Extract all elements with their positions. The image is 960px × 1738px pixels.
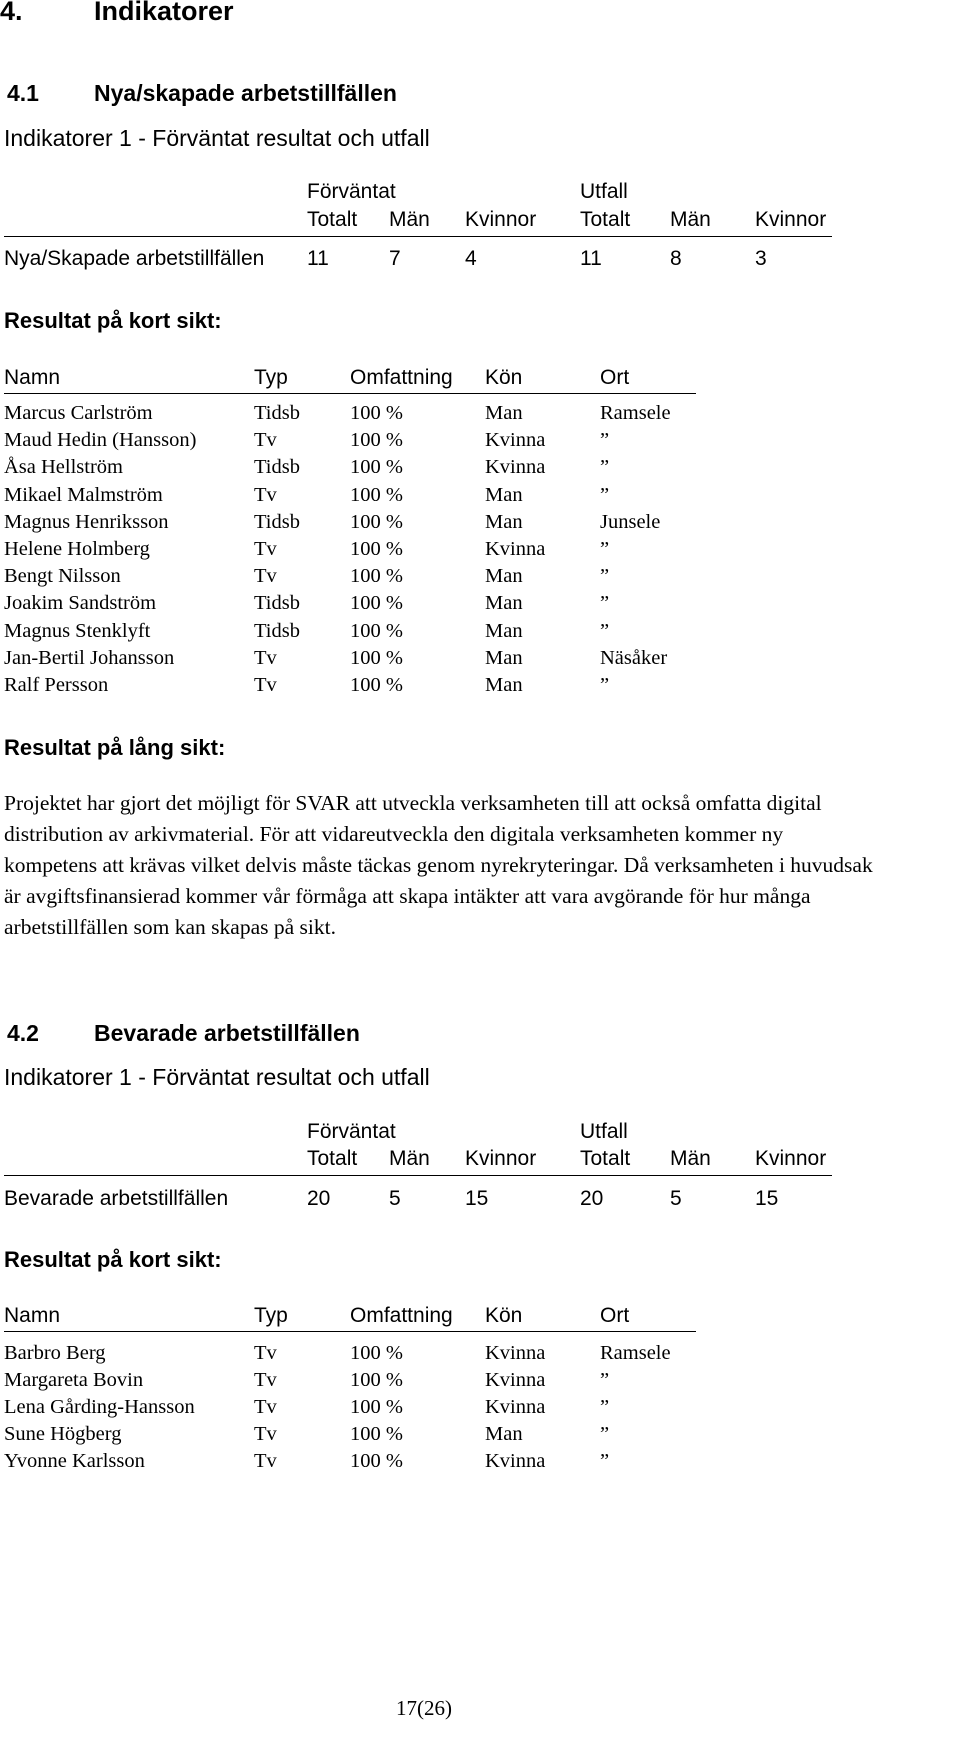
person-location: ” — [600, 456, 610, 479]
table-row — [0, 456, 960, 484]
long-term-heading: Resultat på lång sikt: — [4, 735, 226, 760]
table-row — [0, 674, 960, 702]
person-location: ” — [600, 592, 610, 615]
person-scope: 100 % — [350, 483, 403, 506]
person-location: ” — [600, 1396, 610, 1418]
person-scope: 100 % — [350, 565, 403, 588]
table-row — [0, 511, 960, 539]
person-gender: Man — [485, 483, 523, 506]
person-type: Tv — [254, 565, 277, 588]
header-outcome: Utfall — [580, 1120, 628, 1143]
person-name: Helene Holmberg — [4, 538, 150, 560]
person-scope: 100 % — [350, 619, 403, 642]
person-type: Tidsb — [254, 456, 300, 479]
person-gender: Kvinna — [485, 1450, 546, 1472]
person-location: ” — [600, 619, 610, 642]
person-location: ” — [600, 1423, 610, 1445]
person-gender: Man — [485, 510, 523, 533]
person-type: Tv — [254, 1396, 277, 1418]
person-name: Magnus Henriksson — [4, 510, 169, 533]
subsection-number: 4.1 — [7, 80, 39, 106]
person-gender: Man — [485, 592, 523, 615]
person-scope: 100 % — [350, 1450, 403, 1472]
person-gender: Kvinna — [485, 1396, 546, 1418]
person-scope: 100 % — [350, 1423, 403, 1445]
person-name: Yvonne Karlsson — [4, 1450, 145, 1472]
table-row — [0, 538, 960, 566]
person-type: Tidsb — [254, 510, 300, 533]
col-type: Typ — [254, 1304, 288, 1327]
person-name: Sune Högberg — [4, 1423, 122, 1445]
header-outcome: Utfall — [580, 180, 628, 203]
table-row — [0, 1369, 960, 1397]
person-scope: 100 % — [350, 1396, 403, 1418]
cell-value: 5 — [389, 1187, 401, 1210]
person-type: Tv — [254, 1369, 277, 1391]
person-type: Tv — [254, 674, 277, 696]
cell-value: 3 — [755, 247, 767, 270]
person-type: Tv — [254, 429, 277, 452]
person-type: Tv — [254, 646, 277, 669]
person-name: Bengt Nilsson — [4, 565, 121, 588]
person-scope: 100 % — [350, 592, 403, 615]
col-header: Män — [389, 1147, 430, 1170]
cell-value: 11 — [307, 247, 329, 270]
person-gender: Kvinna — [485, 1342, 546, 1364]
table-row — [0, 402, 960, 430]
long-term-paragraph: Projektet har gjort det möjligt för SVAR att utveckla verksamheten till att också omfatta digital distribution av arkivmaterial. För att vidareutveckla den digitala verksamheten kommer ny kompetens att krävas vilket delvis måste täckas genom nyrekryteringar. Då verksamheten i huvudsak är avgiftsfinansierad kommer vår förmåga att skapa intäkter att vara avgörande för hur många arbetstillfällen som kan skapas på sikt. — [4, 791, 873, 939]
person-gender: Man — [485, 1423, 523, 1445]
person-name: Marcus Carlström — [4, 402, 153, 424]
table-rule — [4, 1175, 832, 1176]
col-header: Totalt — [307, 1147, 358, 1170]
col-header: Män — [670, 1147, 711, 1170]
person-gender: Kvinna — [485, 1369, 546, 1391]
person-type: Tv — [254, 483, 277, 506]
person-type: Tv — [254, 1342, 277, 1364]
person-gender: Man — [485, 646, 523, 669]
col-header: Totalt — [580, 208, 631, 231]
col-header: Män — [389, 208, 430, 231]
person-scope: 100 % — [350, 1369, 403, 1391]
col-header: Totalt — [307, 208, 358, 231]
table-rule — [4, 236, 832, 237]
header-expected: Förväntat — [307, 1120, 396, 1143]
person-gender: Man — [485, 619, 523, 642]
col-header: Kvinnor — [755, 208, 827, 231]
person-name: Ralf Persson — [4, 674, 109, 696]
short-term-heading: Resultat på kort sikt: — [4, 308, 222, 333]
person-location: ” — [600, 1450, 610, 1472]
cell-value: 7 — [389, 247, 401, 270]
person-location: Ramsele — [600, 402, 671, 424]
col-gender: Kön — [485, 1304, 523, 1327]
row-label: Nya/Skapade arbetstillfällen — [4, 247, 265, 270]
col-gender: Kön — [485, 366, 523, 389]
table-rule — [4, 393, 696, 394]
person-location: ” — [600, 565, 610, 588]
col-header: Kvinnor — [755, 1147, 827, 1170]
person-name: Joakim Sandström — [4, 592, 157, 615]
person-location: Näsåker — [600, 646, 668, 669]
person-type: Tv — [254, 1423, 277, 1445]
col-header: Män — [670, 208, 711, 231]
person-scope: 100 % — [350, 429, 403, 452]
person-name: Magnus Stenklyft — [4, 619, 151, 642]
person-scope: 100 % — [350, 646, 403, 669]
table-row — [0, 592, 960, 620]
table-row — [0, 565, 960, 593]
col-location: Ort — [600, 366, 630, 389]
person-location: Ramsele — [600, 1342, 671, 1364]
person-location: ” — [600, 483, 610, 506]
cell-value: 15 — [755, 1187, 779, 1210]
col-scope: Omfattning — [350, 366, 453, 389]
person-type: Tv — [254, 1450, 277, 1472]
person-gender: Man — [485, 402, 523, 424]
cell-value: 20 — [580, 1187, 604, 1210]
col-header: Totalt — [580, 1147, 631, 1170]
person-scope: 100 % — [350, 674, 403, 696]
person-scope: 100 % — [350, 456, 403, 479]
subsection-title: Bevarade arbetstillfällen — [94, 1020, 360, 1046]
person-scope: 100 % — [350, 1342, 403, 1364]
col-header: Kvinnor — [465, 208, 537, 231]
person-scope: 100 % — [350, 538, 403, 560]
section-title: Indikatorer — [94, 0, 234, 26]
person-name: Maud Hedin (Hansson) — [4, 429, 197, 452]
person-name: Åsa Hellström — [4, 456, 123, 479]
person-type: Tidsb — [254, 402, 300, 424]
indicator-title: Indikatorer 1 - Förväntat resultat och utfall — [4, 1064, 430, 1090]
col-header: Kvinnor — [465, 1147, 537, 1170]
col-type: Typ — [254, 366, 288, 389]
table-row — [0, 1423, 960, 1451]
person-name: Mikael Malmström — [4, 483, 163, 506]
person-type: Tv — [254, 538, 277, 560]
person-name: Lena Gårding-Hansson — [4, 1396, 195, 1418]
table-row — [0, 1396, 960, 1424]
col-scope: Omfattning — [350, 1304, 453, 1327]
person-name: Margareta Bovin — [4, 1369, 144, 1391]
cell-value: 20 — [307, 1187, 331, 1210]
subsection-number: 4.2 — [7, 1020, 39, 1046]
person-name: Jan-Bertil Johansson — [4, 646, 175, 669]
person-gender: Kvinna — [485, 456, 546, 479]
table-rule — [4, 1331, 696, 1332]
table-row — [0, 429, 960, 457]
person-location: ” — [600, 674, 610, 696]
cell-value: 11 — [580, 247, 602, 270]
cell-value: 15 — [465, 1187, 489, 1210]
person-scope: 100 % — [350, 402, 403, 424]
page-number: 17(26) — [396, 1696, 452, 1720]
indicator-title: Indikatorer 1 - Förväntat resultat och utfall — [4, 125, 430, 151]
table-row — [0, 620, 960, 648]
person-gender: Kvinna — [485, 538, 546, 560]
table-row — [0, 1342, 960, 1370]
person-name: Barbro Berg — [4, 1342, 106, 1364]
person-location: ” — [600, 1369, 610, 1391]
col-location: Ort — [600, 1304, 630, 1327]
col-name: Namn — [4, 366, 61, 389]
person-location: ” — [600, 429, 610, 452]
person-gender: Man — [485, 565, 523, 588]
subsection-title: Nya/skapade arbetstillfällen — [94, 80, 397, 106]
short-term-heading: Resultat på kort sikt: — [4, 1247, 222, 1272]
person-type: Tidsb — [254, 592, 300, 615]
table-row — [0, 484, 960, 512]
person-location: ” — [600, 538, 610, 560]
cell-value: 4 — [465, 247, 477, 270]
person-location: Junsele — [600, 510, 661, 533]
header-expected: Förväntat — [307, 180, 396, 203]
col-name: Namn — [4, 1304, 61, 1327]
section-number: 4. — [0, 0, 23, 26]
person-gender: Man — [485, 674, 523, 696]
person-scope: 100 % — [350, 510, 403, 533]
cell-value: 8 — [670, 247, 682, 270]
row-label: Bevarade arbetstillfällen — [4, 1187, 229, 1210]
person-type: Tidsb — [254, 619, 300, 642]
table-row — [0, 1450, 960, 1478]
table-row — [0, 647, 960, 675]
cell-value: 5 — [670, 1187, 682, 1210]
person-gender: Kvinna — [485, 429, 546, 452]
